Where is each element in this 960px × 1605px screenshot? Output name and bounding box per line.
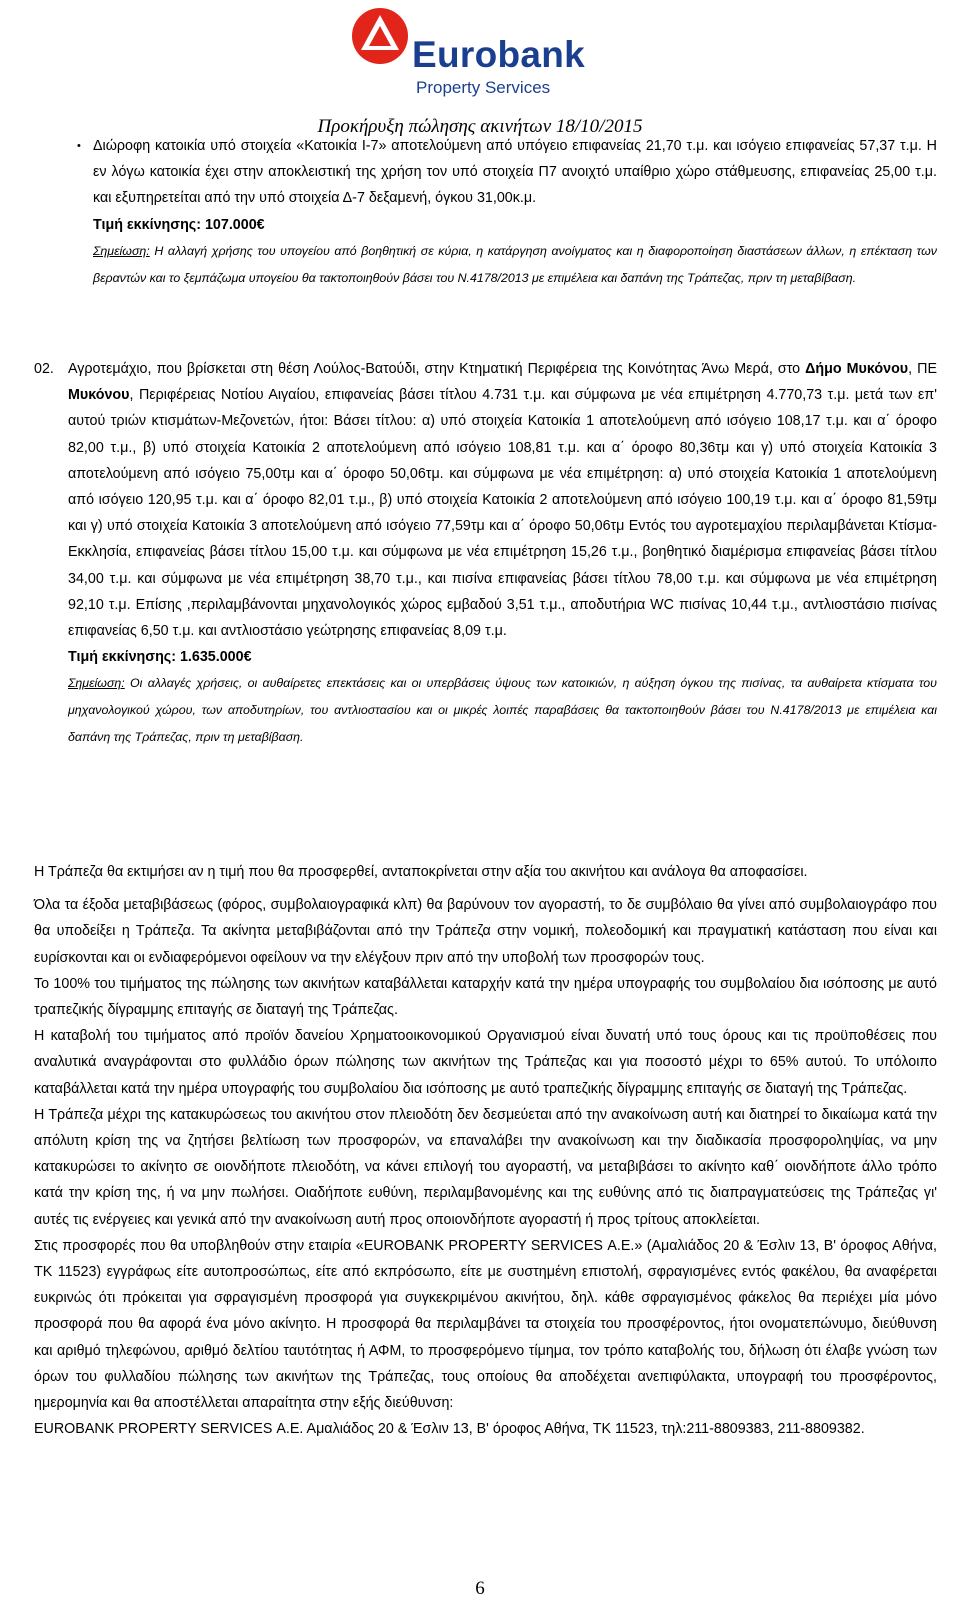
terms-paragraph: Η Τράπεζα μέχρι της κατακυρώσεως του ακινήτου στον πλειοδότη δεν δεσμεύεται από την ανακοίνωση αυτή και διατηρεί το δικαίωμα κατά την απόλυτη κρίση της να ζητήσει βελτίωση των προσφορών, να επαναλάβει την ανακοίνωση και την διαδικασία προσφοροληψίας, να μην κατακυρώσει το ακίνητο σε οιονδήποτε πλειοδότη, να κάνει επιλογή του αγοραστή, να μεταβιβάσει το ακίνητο καθ΄ οιονδήποτε άλλο τρόπο κατά την κρίση της, ή να μην πωλήσει. Οιαδήποτε ευθύνη, περιλαμβανομένης και της ευθύνης από τις διαπραγματεύσεις της Τράπεζας γι' αυτές τις ενέργειες και γενικά από την ανακοίνωση αυτή προς οποιονδήποτε αγοραστή ή προς τρίτους αποκλείεται. (34, 1106, 937, 1228)
item-2-text-a: Αγροτεμάχιο, που βρίσκεται στη θέση Λούλος-Βατούδι, στην Κτηματική Περιφέρεια της Κοινότητας Άνω Μερά, στο (68, 361, 806, 377)
item-1-note-text: Η αλλαγή χρήσης του υπογείου από βοηθητική σε κύρια, η κατάργηση ανοίγματος και η διαφοροποίηση διαστάσεων άλλων, η επέκταση των βεραντών και το ξεμπάζωμα υπογείου θα τακτοποιηθούν βάσει του Ν.4178/2013 με επιμέλεια και δαπάνη της Τράπεζας, πριν τη μεταβίβαση. (93, 243, 937, 285)
terms-paragraph: Στις προσφορές που θα υποβληθούν στην εταιρία «EUROBANK PROPERTY SERVICES Α.Ε.» (Αμαλιάδος 20 & Έσλιν 13, Β' όροφος Αθήνα, ΤΚ 11523) εγγράφως είτε αυτοπροσώπως, είτε από εκπρόσωπο, είτε με συστημένη επιστολή, σφραγισμένες εντός φακέλου, θα αναφέρεται ευκρινώς ότι πρόκειται για σφραγισμένη προσφορά για συγκεκριμένου ακινήτου, δηλ. κάθε σφραγισμένος φάκελος θα περιέχει μία μόνο προσφορά που θα αφορά ένα μόνο ακίνητο. Η προσφορά θα περιλαμβάνει τα στοιχεία του προσφέροντος, ήτοι ονοματεπώνυμο, διεύθυνση και αριθμό τηλεφώνου, αριθμό δελτίου ταυτότητας ή ΑΦΜ, το προσφερόμενο τίμημα, τον τρόπο καταβολής του, δήλωση ότι έλαβε γνώση των όρων του φυλλαδίου πώλησης των ακινήτων της Τράπεζας, τους οποίους θα αποδέχεται ανεπιφύλακτα, υπογραφή του προσφέροντος, ημερομηνία και θα αποστέλλεται απαραίτητα στην εξής διεύθυνση: (34, 1237, 937, 1412)
item-1-description: Διώροφη κατοικία υπό στοιχεία «Κατοικία Ι-7» αποτελούμενη από υπόγειο επιφανείας 21,70 τ.μ. και ισόγειο επιφανείας 57,37 τ.μ. Η εν λόγω κατοικία έχει στην αποκλειστική της χρήση τον υπό στοιχεία Π7 ανοιχτό υπαίθριο χώρο στάθμευσης, επιφανείας 25,00 τ.μ. και εξυπηρετείται από την υπό στοιχεία Δ-7 δεξαμενή, όγκου 31,00κ.μ. (93, 138, 937, 207)
item-2-number: 02. (34, 361, 54, 377)
logo-sub-text: Property Services (416, 78, 551, 97)
item-2-price: Τιμή εκκίνησης: 1.635.000€ (68, 649, 252, 666)
item-2-description (68, 356, 937, 644)
eurobank-logo (348, 4, 608, 100)
item-2-note-label: Σημείωση: (68, 676, 125, 691)
item-2-text-b: , ΠΕ (908, 361, 937, 377)
item-2-note (68, 670, 937, 751)
item-2-note-text: Οι αλλαγές χρήσεις, οι αυθαίρετες επεκτάσεις και οι υπερβάσεις ύψους των κατοικιών, η αύξηση όγκου της πισίνας, τα αυθαίρετα κτίσματα του μηχανολογικού χώρου, των αποδυτηρίων, του αντλιοστασίου και οι μικρές λοιπές παραβάσεις θα τακτοποιηθούν βάσει του Ν.4178/2013 με επιμέλεια και δαπάνη της Τράπεζας, πριν τη μεταβίβαση. (68, 676, 937, 745)
terms-paragraph: Η Τράπεζα θα εκτιμήσει αν η τιμή που θα προσφερθεί, ανταποκρίνεται στην αξία του ακινήτου και ανάλογα θα αποφασίσει. (34, 864, 808, 880)
eurobank-logo-icon (350, 6, 410, 66)
item-1-note (93, 238, 937, 292)
item-2 (68, 356, 937, 751)
terms-paragraph: Η καταβολή του τιμήματος από προϊόν δανείου Χρηματοοικονομικού Οργανισμού είναι δυνατή υπό τους όρους και τις προϋποθέσεις που αναλυτικά αναγράφονται στο φυλλάδιο όρων πώλησης των ακινήτων της Τράπεζας και για ποσοστό μέχρι το 65% αυτού. Το υπόλοιπο καταβάλλεται κατά την ημέρα υπογραφής του συμβολαίου δια ισόποσης με αυτό τραπεζικής δίγραμμης επιταγής σε διαταγή της Τράπεζας. (34, 1028, 937, 1097)
item-1-note-label: Σημείωση: (93, 243, 150, 258)
item-2-text-c: , Περιφέρειας Νοτίου Αιγαίου, επιφανείας βάσει τίτλου 4.731 τ.μ. και σύμφωνα με νέα επιμέτρηση 4.770,73 τ.μ. μετά των επ' αυτού τριών κτισμάτων-Μεζονετών, ήτοι: Βάσει τίτλου: α) υπό στοιχεία Κατοικία 1 αποτελούμενη από ισόγειο 108,17 τ.μ. και α΄ όροφο 82,00 τ.μ., β) υπό στοιχεία Κατοικία 2 αποτελούμενη από ισόγειο 108,81 τ.μ. και α΄ όροφο 80,36τμ και γ) υπό στοιχεία Κατοικία 3 αποτελούμενη από ισόγειο 75,00τμ και α΄ όροφο 50,06τμ. και σύμφωνα με νέα επιμέτρηση: α) υπό στοιχεία Κατοικία 1 αποτελούμενη από ισόγειο 120,95 τ.μ. και α΄ όροφο 82,01 τ.μ., β) υπό στοιχεία Κατοικία 2 αποτελούμενη από ισόγειο 100,19 τ.μ. και α΄ όροφο 81,59τμ και γ) υπό στοιχεία Κατοικία 3 αποτελούμενη από ισόγειο 77,59τμ και α΄ όροφο 50,06τμ Εντός του αγροτεμαχίου περιλαμβάνεται Κτίσμα-Εκκλησία, επιφανείας βάσει τίτλου 15,00 τ.μ. και σύμφωνα με νέα επιμέτρηση 15,26 τ.μ., βοηθητικό διαμέρισμα επιφανείας βάσει τίτλου 34,00 τ.μ. και σύμφωνα με νέα επιμέτρηση 38,70 τ.μ., και πισίνα επιφανείας βάσει τίτλου 78,00 τ.μ. και σύμφωνα με νέα επιμέτρηση 92,10 τ.μ. Επίσης ,περιλαμβάνονται μηχανολογικός χώρος εμβαδού 3,51 τ.μ., αποδυτήρια WC πισίνας 10,44 τ.μ., αντλιοστάσιο πισίνας επιφανείας 6,50 τ.μ. και αντλιοστάσιο γεώτρησης επιφανείας 8,09 τ.μ. (68, 387, 937, 640)
terms-paragraph: Όλα τα έξοδα μεταβιβάσεως (φόρος, συμβολαιογραφικά κλπ) θα βαρύνουν τον αγοραστή, το δε συμβόλαιο θα γίνει από συμβολαιογράφο που θα υποδείξει η Τράπεζα. Τα ακίνητα μεταβιβάζονται από την Τράπεζα στην νομική, πολεοδομική και πραγματική κατάσταση που είναι και ευρίσκονται και οι ενδιαφερόμενοι οφείλουν να την ελέγξουν πριν από την υποβολή των προσφορών τους. (34, 897, 937, 966)
item-2-municipality: Δήμο Μυκόνου (805, 361, 909, 377)
item-1-price: Τιμή εκκίνησης: 107.000€ (93, 216, 265, 233)
contact-address: EUROBANK PROPERTY SERVICES Α.Ε. Αμαλιάδος 20 & Έσλιν 13, Β' όροφος Αθήνα, ΤΚ 11523, τηλ:211-8809383, 211-8809382. (34, 1421, 865, 1438)
terms-paragraph: Το 100% του τιμήματος της πώλησης των ακινήτων καταβάλλεται καταρχήν κατά την ημέρα υπογραφής του συμβολαίου δια ισόποσης με αυτό τραπεζικής δίγραμμης επιταγής σε διαταγή της Τράπεζας. (34, 975, 937, 1019)
item-1 (77, 133, 937, 292)
logo-brand-text: Eurobank (412, 34, 586, 75)
page-number: 6 (475, 1578, 485, 1599)
item-2-unit: Μυκόνου (68, 387, 130, 404)
document-title: Προκήρυξη πώλησης ακινήτων 18/10/2015 (317, 116, 643, 137)
bullet-icon: • (77, 140, 81, 152)
terms-section (34, 859, 937, 1442)
